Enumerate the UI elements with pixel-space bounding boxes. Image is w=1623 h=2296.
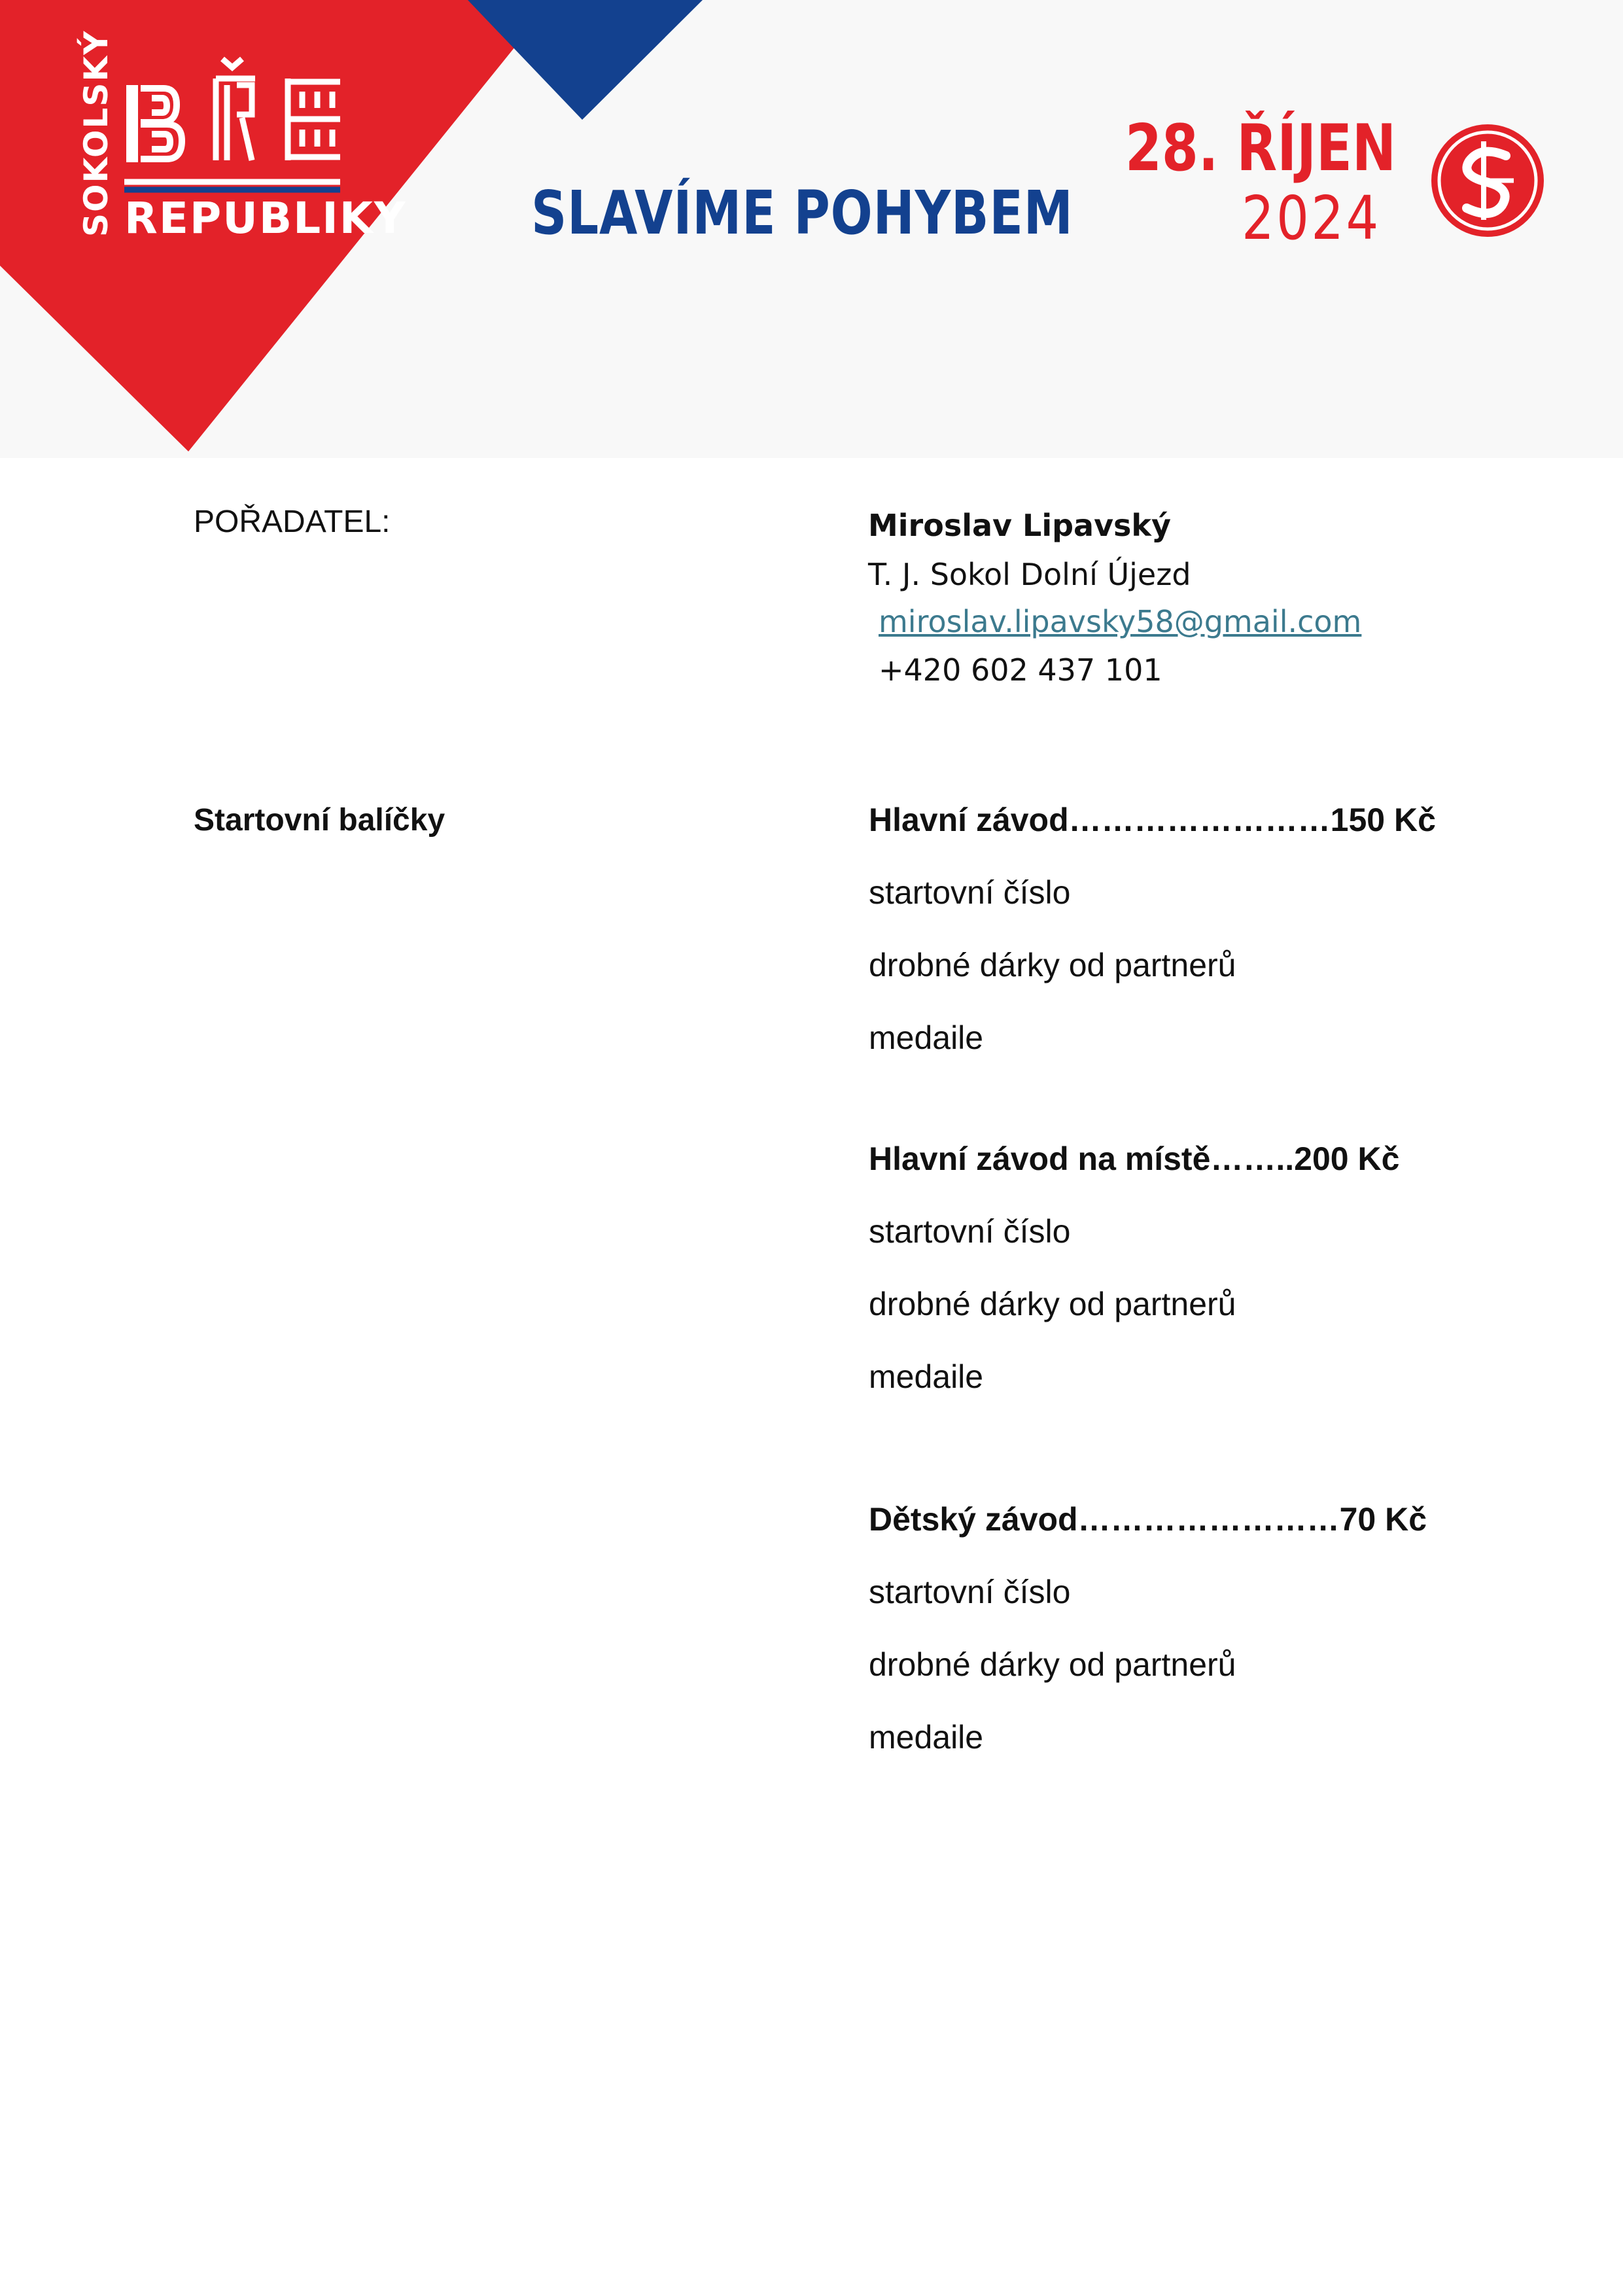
logo-bottom-text: REPUBLIKY bbox=[124, 193, 407, 243]
package-item: startovní číslo bbox=[869, 874, 1071, 911]
organizer-label: POŘADATEL: bbox=[194, 504, 391, 539]
package-title: Hlavní závod na místě……..200 Kč bbox=[869, 1140, 1400, 1177]
logo-side-text: SOKOLSKÝ bbox=[77, 29, 115, 237]
package-title: Dětský závod……………………70 Kč bbox=[869, 1501, 1427, 1538]
organizer-email-link[interactable]: miroslav.lipavsky58@gmail.com bbox=[879, 604, 1362, 639]
package-item: startovní číslo bbox=[869, 1574, 1071, 1610]
organizer-name: Miroslav Lipavský bbox=[868, 508, 1172, 543]
package-item: medaile bbox=[869, 1019, 984, 1056]
package-item: drobné dárky od partnerů bbox=[869, 1286, 1236, 1322]
sokol-emblem-icon bbox=[1429, 122, 1546, 239]
organizer-phone: +420 602 437 101 bbox=[879, 652, 1162, 688]
package-title: Hlavní závod……………………150 Kč bbox=[869, 802, 1436, 838]
package-item: drobné dárky od partnerů bbox=[869, 1646, 1236, 1683]
package-item: startovní číslo bbox=[869, 1213, 1071, 1250]
event-year: 2024 bbox=[1242, 183, 1381, 253]
packages-label: Startovní balíčky bbox=[194, 803, 445, 838]
package-item: medaile bbox=[869, 1719, 984, 1756]
event-date: 28. ŘÍJEN bbox=[1125, 111, 1397, 186]
slogan-heading: SLAVÍME POHYBEM bbox=[531, 178, 1073, 248]
package-item: medaile bbox=[869, 1358, 984, 1395]
package-item: drobné dárky od partnerů bbox=[869, 947, 1236, 983]
organizer-club: T. J. Sokol Dolní Újezd bbox=[868, 557, 1191, 592]
